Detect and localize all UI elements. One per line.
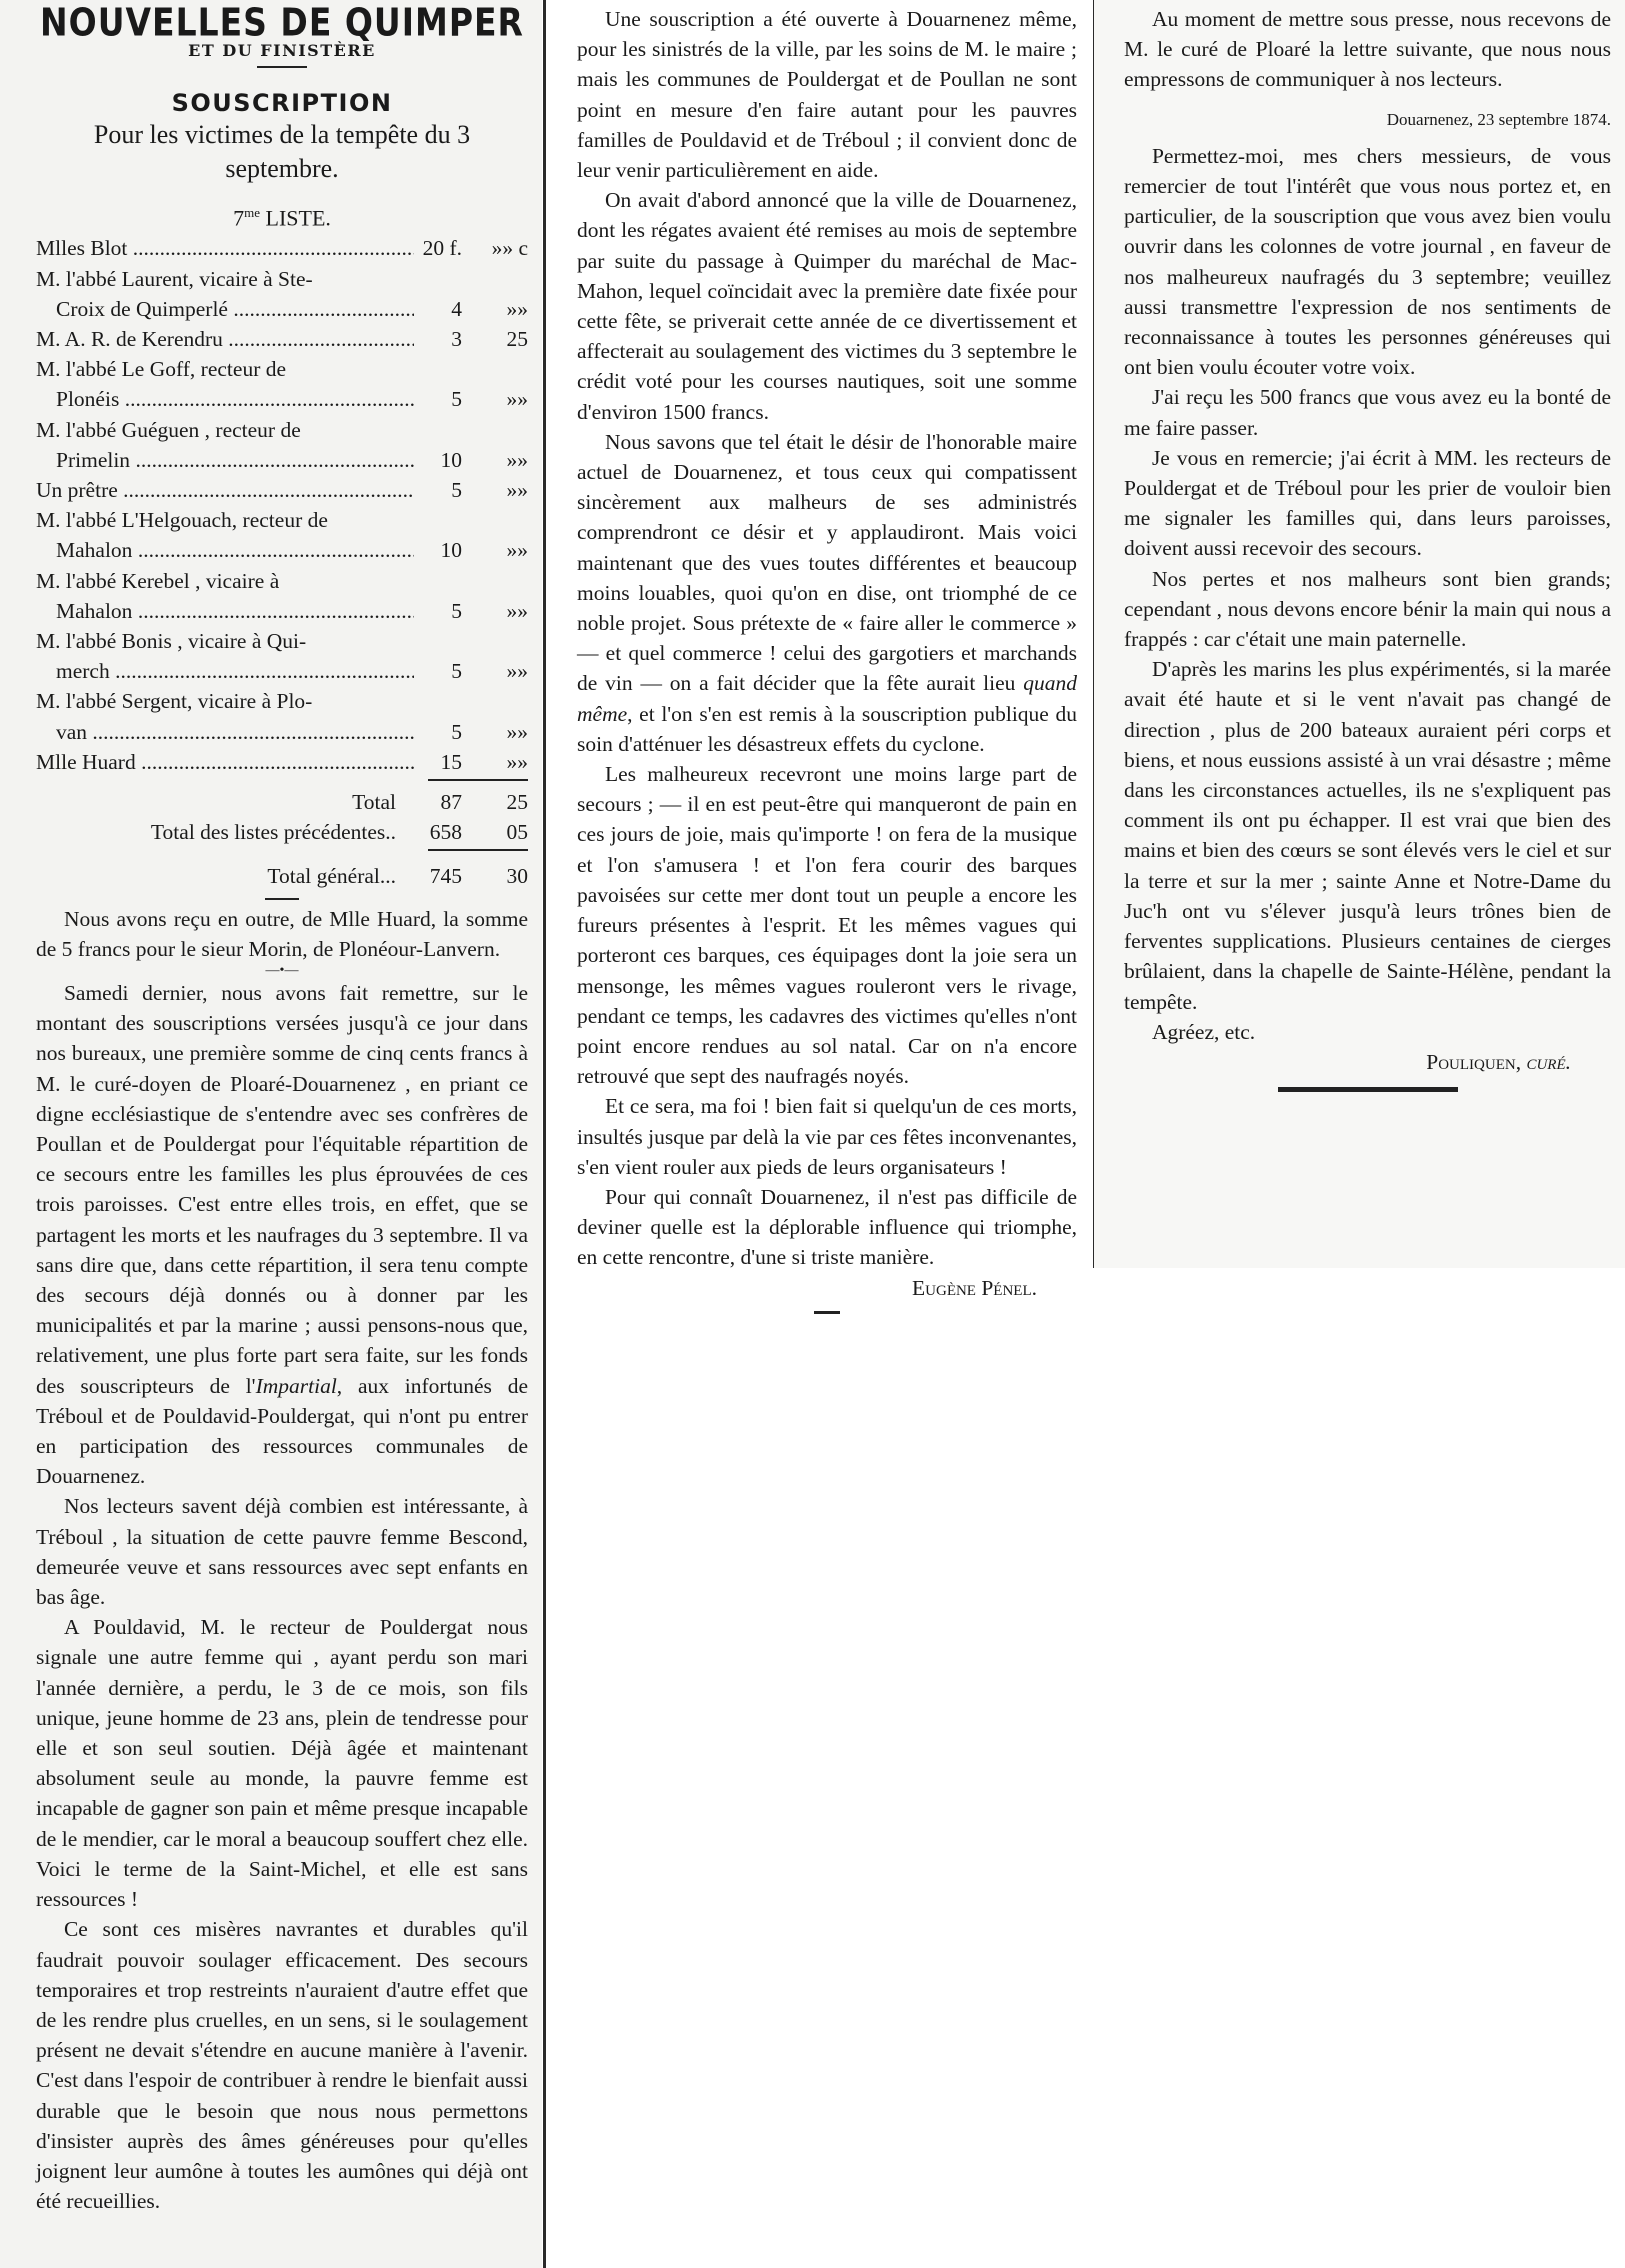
subscriber-name: merch .....	[56, 656, 414, 686]
amount-cents: »»	[506, 598, 528, 623]
paragraph: Nous avons reçu en outre, de Mlle Huard, la somme de 5 francs pour le sieur Morin, de Plonéour-Lanvern.	[36, 906, 528, 961]
subscription-row	[36, 626, 528, 656]
amount-cents: »»	[506, 719, 528, 744]
amount-francs: 10	[440, 538, 462, 563]
subscription-row	[36, 596, 528, 626]
total-label: Total des listes précédentes..	[150, 820, 396, 845]
newspaper-section-title: NOUVELLES DE QUIMPER	[40, 0, 524, 45]
subscription-list	[36, 233, 528, 777]
total-francs: 658	[429, 820, 462, 845]
blank-area	[555, 1600, 1094, 2268]
subscriber-name: M. l'abbé Sergent, vicaire à Plo-	[36, 689, 313, 714]
letter-signature: Pouliquen, curé.	[1426, 1049, 1571, 1074]
total-francs: 87	[440, 789, 462, 814]
subscription-row	[36, 566, 528, 596]
subscriber-name: M. l'abbé Kerebel , vicaire à	[36, 568, 280, 593]
subscriber-name: Croix de Quimperlé .....	[56, 294, 414, 324]
total-label: Total général...	[267, 864, 396, 889]
paragraph: Agréez, etc.	[1151, 1019, 1256, 1044]
totals-list	[36, 787, 528, 892]
subscription-row	[36, 264, 528, 294]
newspaper-section-subtitle: ET DU FINISTÈRE	[188, 41, 376, 60]
subscription-row	[36, 747, 528, 777]
paragraph: Et ce sera, ma foi ! bien fait si quelqu'un de ces morts, insultés jusque par delà la vie par ces fêtes inconvenantes, s'en vient rouler aux pieds de leurs organisateurs !	[577, 1094, 1077, 1179]
divider	[257, 66, 307, 68]
paragraph: Permettez-moi, mes chers messieurs, de vous remercier de tout l'intérêt que vous nous portez et, en particulier, de la souscription que vous avez bien voulu ouvrir dans les colonnes de votre journal , en faveur de nos malheureux naufragés du 3 septembre; veuillez aussi transmettre l'expression de nos sentiments de reconnaissance à toutes les personnes généreuses qui ont bien voulu écouter votre voix.	[1124, 143, 1611, 380]
paragraph: Pour qui connaît Douarnenez, il n'est pas difficile de deviner quelle est la déplorable influence qui triomphe, en cette rencontre, d'une si triste manière.	[577, 1184, 1077, 1270]
subscription-heading: SOUSCRIPTION	[171, 89, 393, 117]
paragraph: Les malheureux recevront une moins large part de secours ; — il en est peut-être qui manqueront de pain en ces jours de joie, mais qu'importe ! on fera de la musique et l'on s'amusera ! et l'on fera courir des barques pavoisées sur cette mer dont tout un peuple a encore les fureurs présentes à l'esprit. Et les mêmes vagues qui porteront ces barques, ces équipages dont la joie sera un mensonge, les mêmes vagues rouleront vers le rivage, pendant ce temps, les cadavres des victimes qu'elles n'ont point encore rendues au sol natal. Car on n'a encore retrouvé que sept des naufragés noyés.	[577, 762, 1077, 1089]
subscription-row	[36, 535, 528, 565]
subscriber-name: Plonéis .....	[56, 384, 414, 414]
total-cents: 05	[506, 820, 528, 845]
divider	[265, 898, 299, 900]
subscriber-name: Primelin .....	[56, 445, 414, 475]
amount-cents: »»	[506, 538, 528, 563]
blank-area	[1094, 1268, 1625, 2268]
amount-francs: 5	[451, 659, 462, 684]
total-row	[36, 817, 528, 847]
paragraph: A Pouldavid, M. le recteur de Pouldergat nous signale une autre femme qui , ayant perdu son mari l'année dernière, a perdu, le 3 de ce mois, son fils unique, jeune homme de 23 ans, plein de tendresse pour elle et son seul soutien. Déjà âgée et maintenant absolument seule au monde, la pauvre femme est incapable de gagner son pain et même presque incapable de le mendier, car le moral a beaucoup souffert chez elle. Voici le terme de la Saint-Michel, et elle est sans ressources !	[36, 1615, 528, 1912]
amount-francs: 10	[440, 447, 462, 472]
subscriber-name: M. A. R. de Kerendru .....	[36, 324, 414, 354]
total-row	[36, 861, 528, 891]
amount-cents: 25	[506, 326, 528, 351]
amount-cents: »»	[506, 749, 528, 774]
paragraph: Au moment de mettre sous presse, nous recevons de M. le curé de Ploaré la lettre suivante, que nous nous empressons de communiquer à nos lecteurs.	[1124, 7, 1611, 92]
column-divider	[543, 0, 546, 2268]
subscriber-name: Un prêtre .....	[36, 475, 414, 505]
subscriber-name: Mahalon .....	[56, 596, 414, 626]
total-label: Total	[352, 789, 396, 814]
subscription-row	[36, 294, 528, 324]
letter-date: Douarnenez, 23 septembre 1874.	[1386, 109, 1611, 129]
divider	[428, 779, 528, 781]
column-right	[1094, 0, 1625, 1268]
amount-francs: 3	[451, 326, 462, 351]
amount-cents: »»	[506, 477, 528, 502]
subscriber-name: M. l'abbé Bonis , vicaire à Qui-	[36, 628, 307, 653]
total-cents: 30	[506, 864, 528, 889]
paragraph: D'après les marins les plus expérimentés, si la marée avait été haute et si le vent n'avait pas changé de direction , plus de 200 bateaux auraient péri corps et biens, et nous eussions assisté à un vrai désastre ; même dans les circonstances actuelles, ils ne s'expliquent pas comment ils ont pu échapper. Il est vrai que bien des mains et bien des cœurs se sont élevés vers le ciel et sur la terre et sur la mer ; sainte Anne et Notre-Dame du Juc'h ont vu s'élever jusqu'à leurs trônes bien de ferventes supplications. Plusieurs centaines de cierges brûlaient, dans la chapelle de Sainte-Hélène, pendant la tempête.	[1124, 657, 1611, 1014]
column-middle	[555, 0, 1093, 1600]
subscriber-name: van .....	[56, 717, 414, 747]
amount-francs: 4	[451, 296, 462, 321]
amount-francs: 20 f.	[422, 236, 462, 261]
subscriber-name: M. l'abbé Guéguen , recteur de	[36, 417, 301, 442]
column-left	[0, 0, 542, 2268]
subscription-row	[36, 354, 528, 384]
paragraph: Nos pertes et nos malheurs sont bien grands; cependant , nous devons encore bénir la main qui nous a frappés : car c'était une main paternelle.	[1124, 566, 1611, 652]
divider	[1278, 1087, 1458, 1092]
amount-cents: »»	[506, 447, 528, 472]
amount-cents: »» c	[491, 236, 528, 261]
paragraph: J'ai reçu les 500 francs que vous avez eu la bonté de me faire passer.	[1124, 385, 1611, 440]
total-francs: 745	[429, 864, 462, 889]
list-heading: $7^{me}$ LISTE.	[233, 205, 331, 231]
total-cents: 25	[506, 789, 528, 814]
subscriber-name: Mlles Blot .....	[36, 233, 414, 263]
paragraph: Samedi dernier, nous avons fait remettre, sur le montant des souscriptions versées jusqu'à ce jour dans nos bureaux, une première somme de cinq cents francs à M. le curé-doyen de Ploaré-Douarnenez , en priant ce digne ecclésiastique de s'entendre avec ses confrères de Poullan et de Pouldergat pour l'équitable répartition de ce secours entre les familles les plus éprouvées de ces trois paroisses. C'est entre elles trois, en effet, que se partagent les morts et les naufrages du 3 septembre. Il va sans dire que, dans cette répartition, il sera tenu compte des secours déjà donnés ou à donner par les municipalités et par la marine ; aussi pensons-nous que, relativement, une plus forte part sera faite, sur les fonds des souscripteurs de l'Impartial, aux infortunés de Tréboul et de Pouldavid-Pouldergat, qui n'ont pu entrer en participation des ressources communales de Douarnenez.	[36, 981, 528, 1489]
subscription-row	[36, 717, 528, 747]
paragraph: Je vous en remercie; j'ai écrit à MM. les recteurs de Pouldergat et de Tréboul pour les prier de vouloir bien me signaler les familles qui, dans leurs paroisses, doivent aussi recevoir des secours.	[1124, 445, 1611, 561]
amount-francs: 5	[451, 477, 462, 502]
subscription-row	[36, 324, 528, 354]
paragraph: Ce sont ces misères navrantes et durables qu'il faudrait pouvoir soulager efficacement. Des secours temporaires et trop restreints n'auraient d'autre effet que de les rendre plus cruelles, en un sens, si le soulagement présent ne devait s'étendre en aucune manière à l'avenir. C'est dans l'espoir de contribuer à rendre le bienfait aussi durable que le besoin que nous nous permettons d'insister auprès des âmes généreuses pour qu'elles joignent leur aumône à toutes les aumônes qui déjà ont été recueillies.	[36, 1917, 528, 2214]
author-signature: Eugène Pénel.	[912, 1275, 1037, 1300]
divider	[814, 1311, 840, 1314]
subscriber-name: Mahalon .....	[56, 535, 414, 565]
amount-francs: 5	[451, 387, 462, 412]
divider	[428, 849, 528, 851]
amount-cents: »»	[506, 296, 528, 321]
subscription-row	[36, 505, 528, 535]
subscriber-name: Mlle Huard .....	[36, 747, 414, 777]
subscription-row	[36, 686, 528, 716]
paragraph: Une souscription a été ouverte à Douarnenez même, pour les sinistrés de la ville, par les soins de M. le maire ; mais les communes de Pouldergat et de Poullan ne sont point en mesure d'en faire autant pour les pauvres familles de Pouldavid et de Tréboul ; il convient donc de leur venir particulièrement en aide.	[577, 7, 1077, 183]
subscription-row	[36, 384, 528, 414]
subscription-row	[36, 233, 528, 263]
divider: —•—	[265, 963, 299, 978]
subscriber-name: M. l'abbé Le Goff, recteur de	[36, 357, 287, 382]
subscription-subheading: Pour les victimes de la tempête du 3 septembre.	[93, 120, 471, 183]
subscription-row	[36, 445, 528, 475]
paragraph: On avait d'abord annoncé que la ville de Douarnenez, dont les régates avaient été remises au mois de septembre par suite du passage à Quimper du maréchal de Mac-Mahon, lequel coïncidait avec la première date fixée pour cette fête, se priverait cette année de ce divertissement et affecterait au soulagement des victimes du 3 septembre le crédit voté pour les courses nautiques, soit une somme d'environ 1500 francs.	[577, 188, 1077, 424]
amount-cents: »»	[506, 387, 528, 412]
subscription-row	[36, 475, 528, 505]
subscription-row	[36, 415, 528, 445]
amount-francs: 5	[451, 598, 462, 623]
amount-francs: 15	[440, 749, 462, 774]
amount-francs: 5	[451, 719, 462, 744]
subscriber-name: M. l'abbé L'Helgouach, recteur de	[36, 508, 328, 533]
paragraph: Nos lecteurs savent déjà combien est intéressante, à Tréboul , la situation de cette pauvre femme Bescond, demeurée veuve et sans ressources avec sept enfants en bas âge.	[36, 1494, 528, 1610]
total-row	[36, 787, 528, 817]
paragraph: Nous savons que tel était le désir de l'honorable maire actuel de Douarnenez, et tous ceux qui compatissent sincèrement aux malheurs de ses administrés comprendront ce désir et y applaudiront. Mais voici maintenant que des vues toutes différentes et beaucoup moins louables, quoi qu'on en dise, ont triomphé de ce noble projet. Sous prétexte de « faire aller le commerce » — et quel commerce ! celui des gargotiers et marchands de vin — on a fait décider que la fête aurait lieu quand même, et l'on s'en est remis à la souscription publique du soin d'atténuer les désastreux effets du cyclone.	[577, 429, 1077, 756]
amount-cents: »»	[506, 659, 528, 684]
subscription-row	[36, 656, 528, 686]
subscriber-name: M. l'abbé Laurent, vicaire à Ste-	[36, 266, 313, 291]
